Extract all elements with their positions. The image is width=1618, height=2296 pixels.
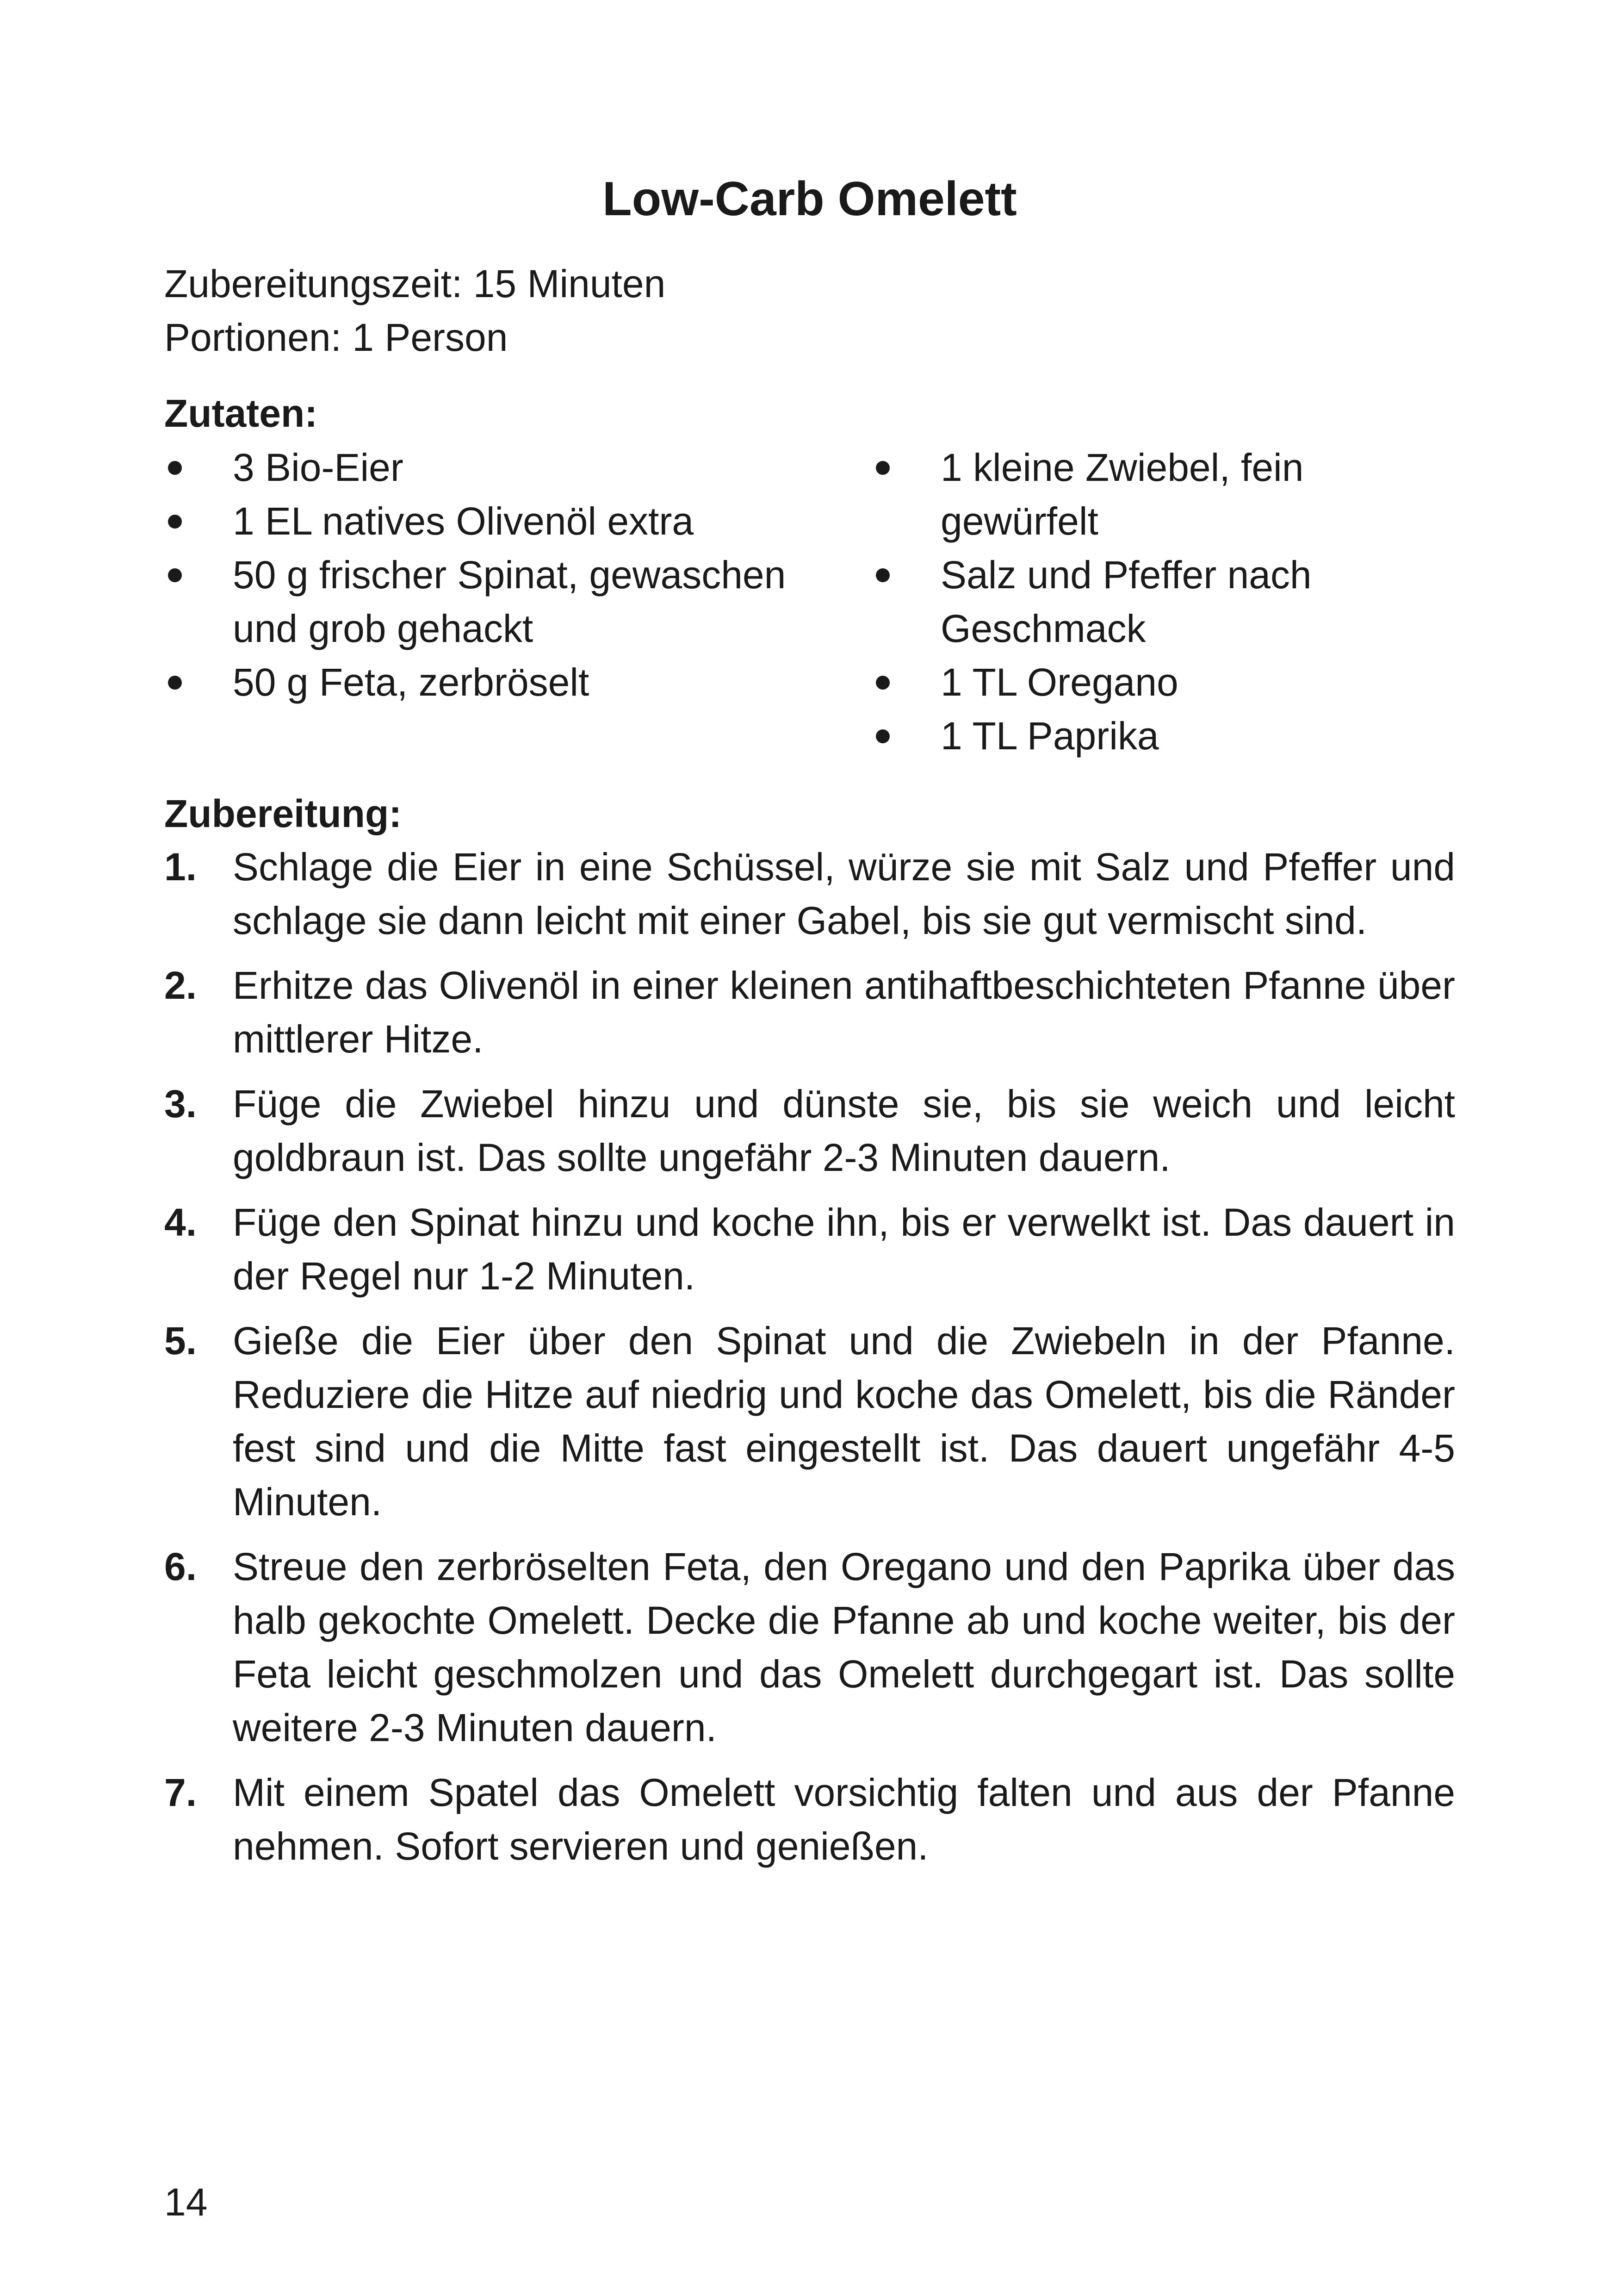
- step-text: Füge die Zwiebel hinzu und dünste sie, bis sie weich und leicht goldbraun ist. Das sollte ungefähr 2-3 Minuten dauern.: [233, 1082, 1455, 1179]
- step-item: [164, 840, 1455, 947]
- step-item: [164, 958, 1455, 1066]
- step-text: Schlage die Eier in eine Schüssel, würze sie mit Salz und Pfeffer und schlage sie dann leicht mit einer Gabel, bis sie gut vermischt sind.: [233, 845, 1455, 942]
- recipe-meta: [164, 257, 665, 364]
- ingredient-text: 1 kleine Zwiebel, fein gewürfelt: [941, 446, 1304, 543]
- step-text: Mit einem Spatel das Omelett vorsichtig falten und aus der Pfanne nehmen. Sofort servieren und genießen.: [233, 1771, 1455, 1868]
- ingredient-item: [872, 548, 1455, 655]
- step-number: 7.: [164, 1771, 197, 1814]
- servings: Portionen: 1 Person: [164, 316, 508, 359]
- step-number: 3.: [164, 1082, 197, 1126]
- step-item: [164, 1195, 1455, 1303]
- ingredients-list-left: [164, 441, 821, 709]
- ingredient-item: [164, 655, 821, 709]
- ingredient-item: [164, 441, 821, 494]
- ingredient-text: 1 TL Oregano: [941, 660, 1178, 704]
- ingredient-text: 1 TL Paprika: [941, 714, 1159, 758]
- bullet-icon: [168, 676, 182, 690]
- ingredient-text: 1 EL natives Olivenöl extra: [233, 499, 694, 543]
- step-item: [164, 1540, 1455, 1755]
- ingredient-item: [164, 548, 821, 655]
- bullet-icon: [876, 729, 890, 743]
- step-number: 2.: [164, 964, 197, 1007]
- prep-time: Zubereitungszeit: 15 Minuten: [164, 262, 666, 305]
- preparation-heading: Zubereitung:: [164, 792, 402, 835]
- step-number: 6.: [164, 1545, 197, 1588]
- step-text: Streue den zerbröselten Feta, den Oregano und den Paprika über das halb gekochte Omelett. Decke die Pfanne ab und koche weiter, bis der Feta leicht geschmolzen und das Omelett durchgegart ist. Das sollte weitere 2-3 Minuten dauern.: [233, 1545, 1455, 1749]
- ingredient-text: 50 g Feta, zerbröselt: [233, 660, 589, 704]
- ingredient-item: [872, 709, 1455, 763]
- bullet-icon: [168, 461, 182, 475]
- bullet-icon: [168, 515, 182, 529]
- recipe-page: [164, 0, 1455, 2296]
- step-number: 1.: [164, 845, 197, 889]
- page-title: Low-Carb Omelett: [602, 172, 1017, 226]
- bullet-icon: [876, 568, 890, 582]
- step-text: Füge den Spinat hinzu und koche ihn, bis er verwelkt ist. Das dauert in der Regel nur 1-2 Minuten.: [233, 1201, 1455, 1298]
- step-item: [164, 1314, 1455, 1529]
- preparation-steps: [164, 840, 1455, 1884]
- step-number: 4.: [164, 1201, 197, 1244]
- bullet-icon: [168, 568, 182, 582]
- step-item: [164, 1766, 1455, 1873]
- ingredient-item: [872, 441, 1455, 548]
- ingredient-item: [164, 494, 821, 548]
- ingredient-text: 50 g frischer Spinat, gewaschen und grob gehackt: [233, 553, 786, 650]
- ingredient-text: Salz und Pfeffer nach Geschmack: [941, 553, 1312, 650]
- page-number: 14: [164, 2180, 208, 2224]
- ingredient-text: 3 Bio-Eier: [233, 446, 403, 489]
- step-item: [164, 1077, 1455, 1184]
- ingredient-item: [872, 655, 1455, 709]
- bullet-icon: [876, 676, 890, 690]
- ingredients-heading: Zutaten:: [164, 392, 318, 435]
- bullet-icon: [876, 461, 890, 475]
- step-text: Gieße die Eier über den Spinat und die Zwiebeln in der Pfanne. Reduziere die Hitze auf niedrig und koche das Omelett, bis die Ränder fest sind und die Mitte fast eingestellt ist. Das dauert ungefähr 4-5 Minuten.: [233, 1319, 1455, 1524]
- step-number: 5.: [164, 1319, 197, 1363]
- step-text: Erhitze das Olivenöl in einer kleinen antihaftbeschichteten Pfanne über mittlerer Hitze.: [233, 964, 1455, 1061]
- ingredients-list-right: [872, 441, 1455, 763]
